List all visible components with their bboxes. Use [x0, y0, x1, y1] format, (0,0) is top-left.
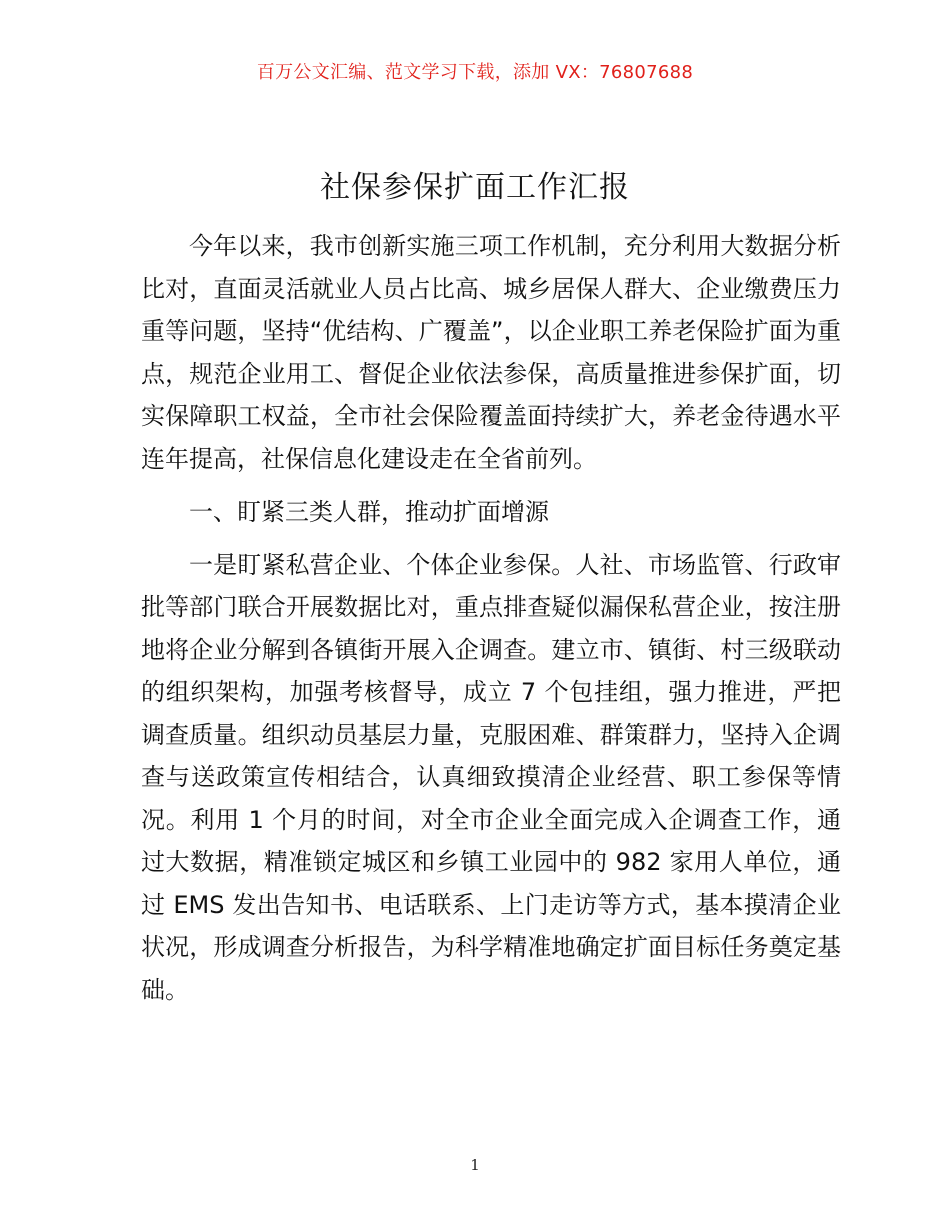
header-watermark-note: 百万公文汇编、范文学习下载，添加 VX：76807688 — [256, 62, 694, 83]
page-number: 1 — [470, 1156, 480, 1174]
section-heading: 一、盯紧三类人群，推动扩面增源 — [189, 497, 549, 526]
document-body — [141, 225, 841, 1022]
paragraph-intro: 今年以来，我市创新实施三项工作机制，充分利用大数据分析比对，直面灵活就业人员占比高、城乡居保人群大、企业缴费压力重等问题，坚持“优结构、广覆盖”，以企业职工养老保险扩面为重点，规范企业用工、督促企业依法参保，高质量推进参保扩面，切实保障职工权益，全市社会保险覆盖面持续扩大，养老金待遇水平连年提高，社保信息化建设走在全省前列。 — [141, 232, 841, 473]
paragraph-section-one: 一是盯紧私营企业、个体企业参保。人社、市场监管、行政审批等部门联合开展数据比对，重点排查疑似漏保私营企业，按注册地将企业分解到各镇街开展入企调查。建立市、镇街、村三级联动的组织架构，加强考核督导，成立 7 个包挂组，强力推进，严把调查质量。组织动员基层力量，克服困难、群策群力，坚持入企调查与送政策宣传相结合，认真细致摸清企业经营、职工参保等情况。利用 1 个月的时间，对全市企业全面完成入企调查工作，通过大数据，精准锁定城区和乡镇工业园中的 982 家用人单位，通过 EMS 发出告知书、电话联系、上门走访等方式，基本摸清企业状况，形成调查分析报告，为科学精准地确定扩面目标任务奠定基础。 — [141, 550, 841, 1004]
document-title: 社保参保扩面工作汇报 — [320, 170, 630, 205]
